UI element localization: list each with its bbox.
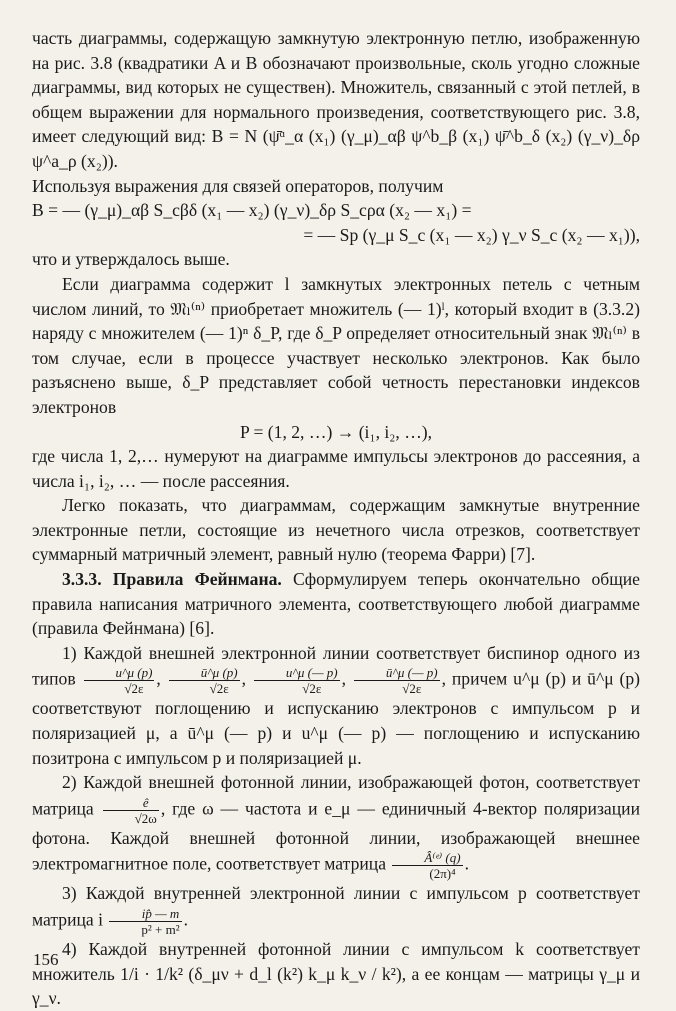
rule-2-text-a: 2) Каждой внешней фотонной линии, изображающей фотон, соответствует матрица — [32, 772, 640, 819]
paragraph-furry: Легко показать, что диаграммам, содержащим замкнутые внутренние электронные петли, состоящие из нечетного числа отрезков, соответствует суммарный матричный элемент, равный нулю (теорема Фарри) [7]. — [32, 495, 640, 565]
fraction-ubar-minus-p: $\frac{ū\^{}\mu (— p)}{√2\varepsilon}$ — [354, 665, 440, 696]
fraction-u-p: $\frac{u\^{}\mu (p)}{√2\varepsilon}$ — [84, 665, 155, 696]
formula-photon-propagator: 1/i · 1/k² (δ_μν + d_l (k²) k_μ k_ν / k²), — [120, 963, 407, 984]
paragraph-loop-intro — [32, 26, 640, 174]
formula-B-line2: = — Sp (γ_μ S_c (x₁ — x₂) γ_ν S_c (x₂ — x₁)), — [303, 224, 640, 245]
section-intro: Сформулируем теперь окончательно общие правила написания матричного элемента, соответствующего любой диаграмме (правила Фейнмана) [6]. — [32, 569, 640, 639]
formula-permutation: P = (1, 2, …) → (i₁, i₂, …), — [239, 421, 433, 442]
fraction-u-minus-p: $\frac{u\^{}\mu (— p)}{√2\varepsilon}$ — [254, 665, 340, 696]
rule-3: 3) Каждой внутренней электронной линии с импульсом p соответствует матрица i $\frac{ip̂ — m}{\text{p² + m²}}$ . — [32, 883, 640, 937]
paragraph-loops: Если диаграмма содержит l замкнутых электронных петель с четным числом линий, то 𝔐ₗ⁽ⁿ⁾ приобретает множитель (— 1)ˡ, который входит в (3.3.2) наряду с множителем (— 1)ⁿ δ_P, где δ_P определяет относительный знак 𝔐ₗ⁽ⁿ⁾ в том случае, если в процессе участвует несколько электронов. Как было разъяснено выше, δ_P представляет собой четность перестановки индексов электронов — [32, 273, 640, 417]
text-loop-intro: часть диаграммы, содержащую замкнутую электронную петлю, изображенную на рис. 3.8 (квадратики A и B обозначают произвольные, сколь угодно сложные диаграммы, вид которых не существен). Множитель, связанный с этой петлей, в общем выражении для нормального произведения, соответствующего рис. 3.8, имеет следующий вид: — [32, 28, 640, 147]
paragraph-using: Используя выражения для связей операторов, получим — [32, 175, 444, 196]
fraction-propagator: $\frac{ip̂ — m}{\text{p² + m²}}$ — [109, 906, 181, 937]
fraction-external-field: $\frac{\text{Â⁽ᵉ⁾ (q)}}{\text{(2π)⁴}}$ — [392, 850, 462, 881]
formula-B-definition: B = N (ψ̄ᵅ_α (x₁) (γ_μ)_αβ ψ^b_β (x₁) ψ̄^b_δ (x₂) (γ_ν)_δρ ψ^a_ρ (x₂)). — [32, 126, 640, 171]
fraction-photon: $\frac{ê}{√2\omega}$ — [103, 795, 159, 826]
formula-B-line1: B = — (γ_μ)_αβ S_cβδ (x₁ — x₂) (γ_ν)_δρ S_cρα (x₂ — x₁) = — [32, 200, 472, 221]
page-number: 156 — [33, 950, 59, 969]
section-heading: 3.3.3. Правила Фейнмана. — [62, 569, 282, 590]
paragraph-numbers: где числа 1, 2,… нумеруют на диаграмме импульсы электронов до рассеяния, а числа i₁, i₂, … — после рассеяния. — [32, 446, 640, 491]
section-feynman-rules — [32, 567, 640, 641]
rule-2-text-b: , где ω — частота и e_μ — единичный 4-вектор поляризации фотона. Каждой внешней фотонной линии, изображающей внешнее электромагнитное поле, соответствует матрица — [32, 798, 640, 874]
rule-2: 2) Каждой внешней фотонной линии, изображающей фотон, соответствует матрица $\frac{ê}{√2\omega}$ , где ω — частота и e_μ — единичный 4-вектор поляризации фотона. Каждой внешней фотонной линии, изображающей внешнее электромагнитное поле, соответствует матрица $\frac{\text{Â⁽ᵉ⁾ (q)}}{\text{(2π)⁴}}$ . — [32, 772, 640, 882]
rule-4-text-b: а ее концам — матрицы γ_μ и γ_ν. — [32, 963, 640, 1009]
rule-1-text-b: , причем u^μ (p) и ū^μ (p) соответствуют поглощению и испусканию электронов с импульсом p и поляризацией μ, а ū^μ (— p) и u^μ (— p) — поглощению и испусканию позитрона с импульсом p и поляризацией μ. — [32, 668, 641, 768]
rule-1: 1) Каждой внешней электронной линии соответствует биспинор одного из типов $\frac{u\^{}\mu (p)}{√2\varepsilon}$ , $\frac{ū\^{}\mu (p)}{√2\varepsilon}$ , $\frac{u\^{}\mu (— p)}{√2\varepsilon}$ , $\frac{ū\^{}\mu (— p)}{√2\varepsilon}$ , причем u^μ (p) и ū^μ (p) соответствуют поглощению и испусканию электронов с импульсом p и поляризацией μ, а ū^μ (— p) и u^μ (— p) — поглощению и испусканию позитрона с импульсом p и поляризацией μ. — [32, 642, 641, 768]
rule-4-text-a: 4) Каждой внутренней фотонной линии с импульсом k соответствует множитель — [32, 939, 640, 984]
fraction-ubar-p: $\frac{ū\^{}\mu (p)}{√2\varepsilon}$ — [169, 665, 240, 696]
rule-3-text: 3) Каждой внутренней электронной линии с импульсом p соответствует матрица i — [32, 883, 640, 930]
rule-1-text-a: 1) Каждой внешней электронной линии соответствует биспинор одного из типов — [32, 642, 640, 689]
paragraph-as-stated: что и утверждалось выше. — [32, 249, 230, 270]
